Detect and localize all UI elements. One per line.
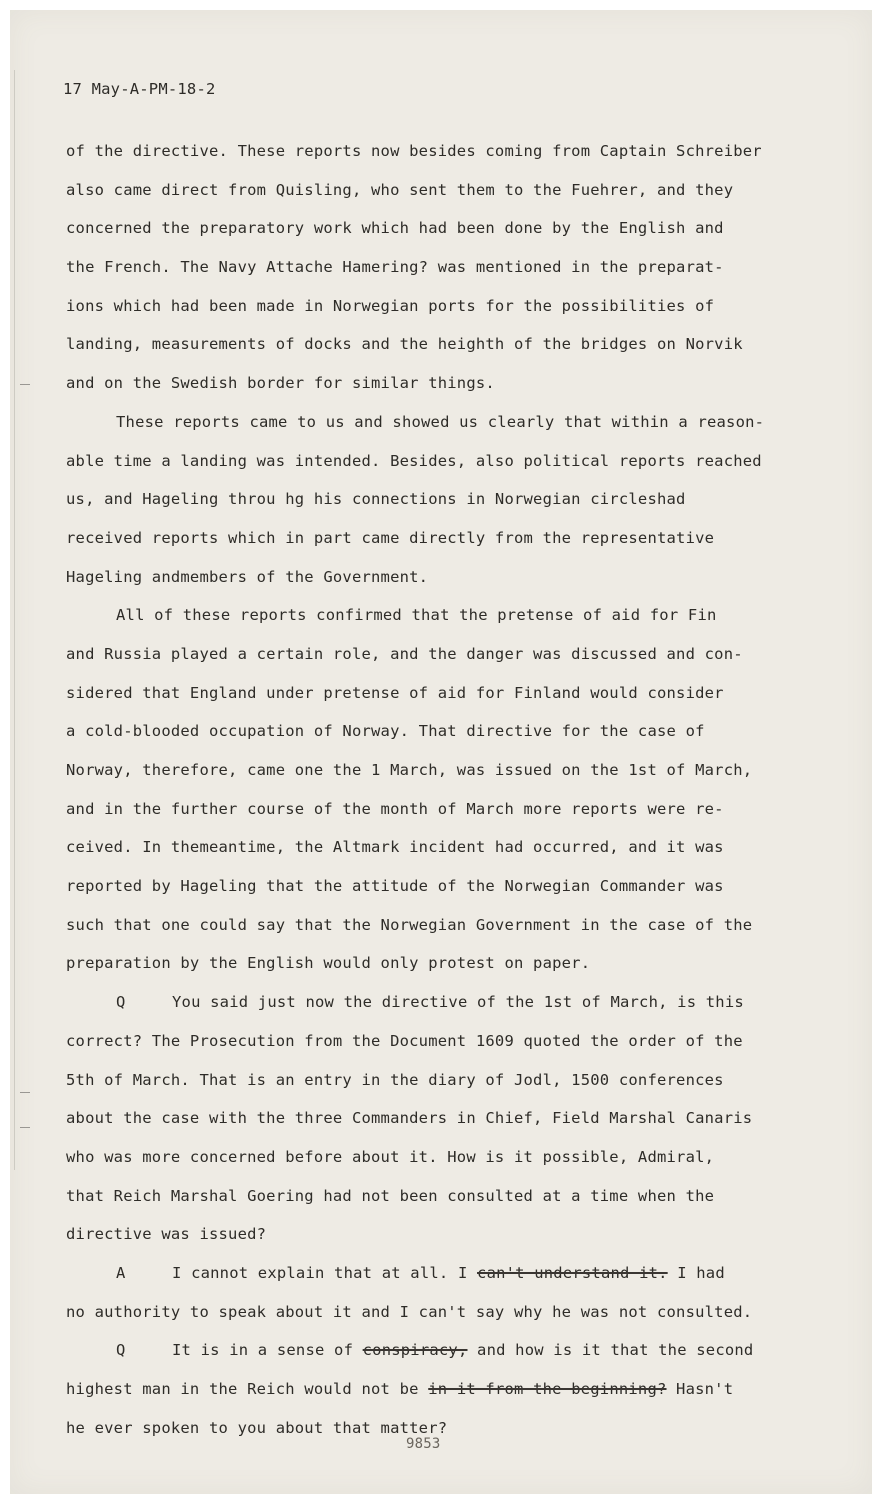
answer-label: A bbox=[116, 1263, 126, 1282]
text-line: the French. The Navy Attache Hamering? was mentioned in the preparat- bbox=[66, 258, 724, 277]
question-line bbox=[66, 983, 846, 1022]
text-line: concerned the preparatory work which had been done by the English and bbox=[66, 219, 724, 238]
text-line: and on the Swedish border for similar things. bbox=[66, 374, 495, 393]
question-text: Hasn't bbox=[666, 1380, 734, 1398]
answer-line bbox=[66, 1254, 846, 1293]
question-label: Q bbox=[116, 1341, 126, 1360]
document-page bbox=[10, 10, 872, 1494]
text-line: and in the further course of the month of March more reports were re- bbox=[66, 799, 724, 818]
text-line: sidered that England under pretense of aid for Finland would consider bbox=[66, 683, 724, 702]
text-line: These reports came to us and showed us clearly that within a reason- bbox=[116, 412, 765, 431]
text-line: he ever spoken to you about that matter? bbox=[66, 1418, 448, 1437]
text-line: who was more concerned before about it. How is it possible, Admiral, bbox=[66, 1147, 715, 1166]
text-line: ions which had been made in Norwegian ports for the possibilities of bbox=[66, 296, 715, 315]
text-line: about the case with the three Commanders in Chief, Field Marshal Canaris bbox=[66, 1109, 753, 1128]
text-line: received reports which in part came directly from the representative bbox=[66, 528, 715, 547]
question-text: It is in a sense of bbox=[172, 1341, 363, 1360]
margin-tick-mark bbox=[20, 384, 30, 385]
text-line: that Reich Marshal Goering had not been consulted at a time when the bbox=[66, 1186, 715, 1205]
struck-text: in it from the beginning? bbox=[428, 1380, 667, 1398]
question-text: You said just now the directive of the 1st of March, is this bbox=[172, 993, 744, 1012]
text-line: of the directive. These reports now besides coming from Captain Schreiber bbox=[66, 142, 762, 160]
question-label: Q bbox=[116, 993, 126, 1012]
question-line bbox=[66, 1331, 846, 1370]
text-line: All of these reports confirmed that the pretense of aid for Fin bbox=[116, 606, 717, 625]
text-line: reported by Hageling that the attitude of the Norwegian Commander was bbox=[66, 877, 724, 896]
margin-tick-mark bbox=[20, 1092, 30, 1093]
page-number: 9853 bbox=[406, 1436, 441, 1452]
text-line: and Russia played a certain role, and the danger was discussed and con- bbox=[66, 644, 743, 663]
answer-text: I had bbox=[667, 1263, 725, 1282]
text-line: preparation by the English would only protest on paper. bbox=[66, 954, 591, 973]
text-line: us, and Hageling throu hg his connections in Norwegian circleshad bbox=[66, 490, 686, 509]
question-text: highest man in the Reich would not be bbox=[66, 1380, 429, 1398]
question-text: and how is it that the second bbox=[467, 1341, 754, 1360]
document-body bbox=[66, 132, 846, 1447]
paper-edge-line bbox=[14, 70, 15, 1170]
text-line: correct? The Prosecution from the Document 1609 quoted the order of the bbox=[66, 1031, 743, 1050]
text-line: such that one could say that the Norwegian Government in the case of the bbox=[66, 915, 753, 934]
text-line: Norway, therefore, came one the 1 March, was issued on the 1st of March, bbox=[66, 761, 753, 779]
text-line: also came direct from Quisling, who sent them to the Fuehrer, and they bbox=[66, 180, 734, 199]
text-line: ceived. In themeantime, the Altmark incident had occurred, and it was bbox=[66, 838, 724, 857]
text-line: landing, measurements of docks and the heighth of the bridges on Norvik bbox=[66, 335, 743, 354]
text-line: directive was issued? bbox=[66, 1225, 267, 1244]
text-line: no authority to speak about it and I can't say why he was not consulted. bbox=[66, 1302, 753, 1321]
text-line: a cold-blooded occupation of Norway. That directive for the case of bbox=[66, 722, 705, 741]
struck-text: can't understand it. bbox=[477, 1263, 668, 1282]
margin-tick-mark bbox=[20, 1127, 30, 1128]
text-line bbox=[66, 1370, 846, 1409]
text-line: able time a landing was intended. Besides, also political reports reached bbox=[66, 451, 762, 470]
text-line: 5th of March. That is an entry in the diary of Jodl, 1500 conferences bbox=[66, 1070, 724, 1089]
answer-text: I cannot explain that at all. I bbox=[172, 1263, 478, 1282]
struck-text: conspiracy, bbox=[362, 1341, 468, 1360]
text-line: Hageling andmembers of the Government. bbox=[66, 567, 429, 586]
page-header: 17 May-A-PM-18-2 bbox=[63, 80, 216, 98]
